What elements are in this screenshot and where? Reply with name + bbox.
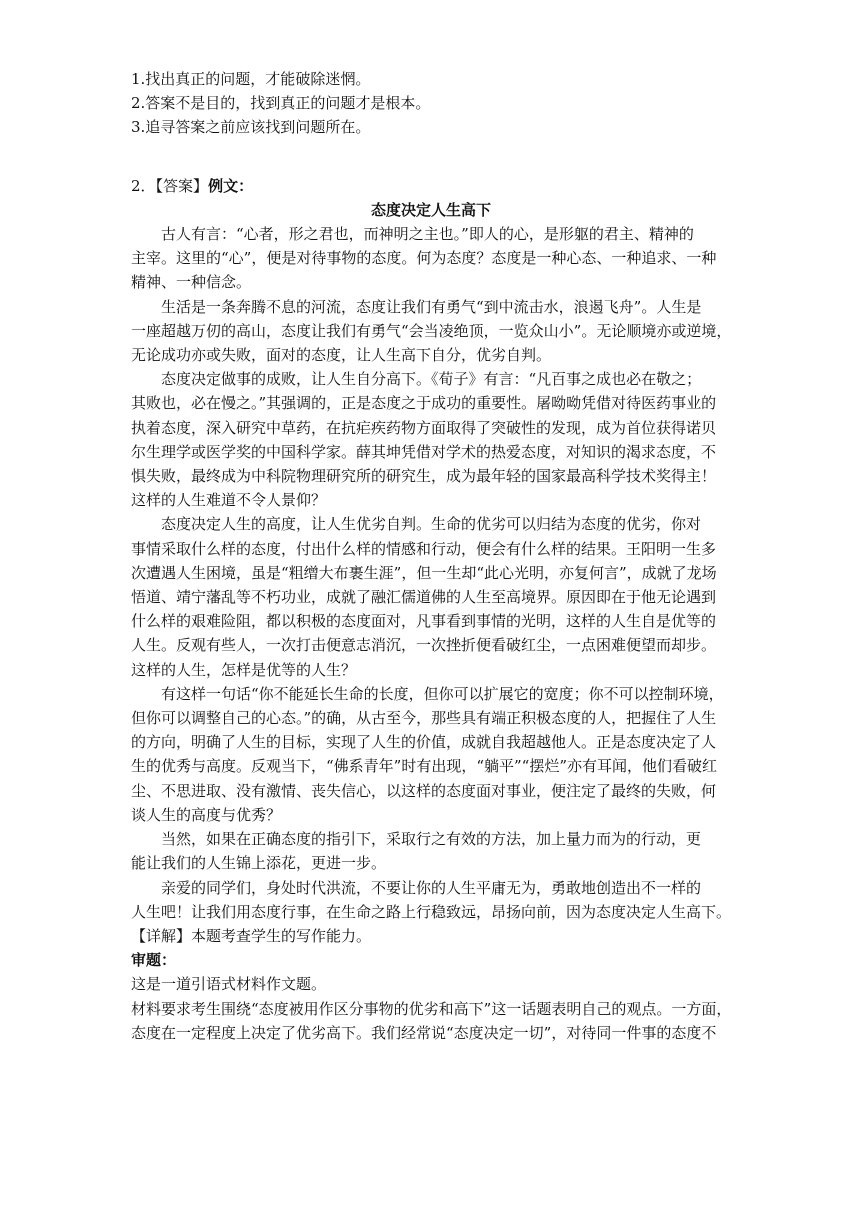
paragraph-line: 谈人生的高度与优秀？ <box>131 805 282 824</box>
essay-paragraph-3 <box>131 367 731 512</box>
paragraph-line: 一座超越万仞的高山，态度让我们有勇气“会当凌绝顶，一览众山小”。无论顺境亦或逆境， <box>131 321 732 340</box>
paragraph-line: 态度决定做事的成败，让人生自分高下。《荀子》有言：“凡百事之成也必在敬之； <box>161 370 702 389</box>
essay-paragraph-6 <box>131 827 731 875</box>
paragraph-line: 这样的人生，怎样是优等的人生？ <box>131 660 357 679</box>
detail-text: 本题考查学生的写作能力。 <box>191 926 372 945</box>
paragraph-line: 生活是一条奔腾不息的河流，态度让我们有勇气“到中流击水，浪遏飞舟”。人生是 <box>161 297 702 316</box>
paragraph-line: 尔生理学或医学奖的中国科学家。薛其坤凭借对学术的热爱态度，对知识的渴求态度，不 <box>131 442 717 461</box>
paragraph-line: 其败也，必在慢之。”其强调的，正是态度之于成功的重要性。屠呦呦凭借对待医药事业的 <box>131 394 717 413</box>
essay-paragraph-1 <box>131 222 731 295</box>
point-3: 3.追寻答案之前应该找到问题所在。 <box>131 118 371 137</box>
essay-paragraph-7 <box>131 876 731 924</box>
paragraph-line: 精神、一种信念。 <box>131 273 252 292</box>
review-section <box>131 972 731 1045</box>
paragraph-line: 悟道、靖宁藩乱等不朽功业，成就了融汇儒道佛的人生至高境界。原因即在于他无论遇到 <box>131 588 717 607</box>
essay-paragraph-5 <box>131 682 731 827</box>
paragraph-line: 有这样一句话“你不能延长生命的长度，但你可以扩展它的宽度；你不可以控制环境， <box>161 684 724 703</box>
paragraph-line: 的方向，明确了人生的目标，实现了人生的价值，成就自我超越他人。正是态度决定了人 <box>131 733 717 752</box>
answer-number: 2． <box>131 176 156 195</box>
answer-bracket: 【答案】 <box>155 176 209 195</box>
paragraph-line: 但你可以调整自己的心态。”的确，从古至今，那些具有端正积极态度的人，把握住了人生 <box>131 709 717 728</box>
paragraph-line: 当然，如果在正确态度的指引下，采取行之有效的方法，加上量力而为的行动，更 <box>161 830 702 849</box>
document-content <box>131 67 731 1045</box>
review-label: 审题： <box>131 951 177 970</box>
paragraph-line: 次遭遇人生困境，虽是“粗缯大布裹生涯”，但一生却“此心光明，亦复何言”，成就了龙场 <box>131 563 717 582</box>
detail-section <box>131 924 731 948</box>
paragraph-line: 无论成功亦或失败，面对的态度，让人生高下自分，优劣自判。 <box>131 346 552 365</box>
paragraph-line: 事情采取什么样的态度，付出什么样的情感和行动，便会有什么样的结果。王阳明一生多 <box>131 539 717 558</box>
review-line: 态度在一定程度上决定了优劣高下。我们经常说“态度决定一切”，对待同一件事的态度不 <box>131 1023 717 1042</box>
essay-paragraph-4 <box>131 512 731 681</box>
essay-title: 态度决定人生高下 <box>370 200 491 219</box>
paragraph-line: 这样的人生难道不令人景仰？ <box>131 491 327 510</box>
paragraph-line: 什么样的艰难险阻，都以积极的态度面对，凡事看到事情的光明，这样的人生自是优等的 <box>131 612 717 631</box>
paragraph-line: 执着态度，深入研究中草药，在抗疟疾药物方面取得了突破性的发现，成为首位获得诺贝 <box>131 418 717 437</box>
point-1: 1.找出真正的问题，才能破除迷惘。 <box>131 70 371 88</box>
point-2: 2.答案不是目的，找到真正的问题才是根本。 <box>131 94 431 113</box>
detail-bracket: 【详解】 <box>131 926 192 945</box>
essay-paragraph-2 <box>131 295 731 368</box>
answer-label: 例文： <box>208 176 254 195</box>
paragraph-line: 人生。反观有些人，一次打击便意志消沉，一次挫折便看破红尘，一点困难便望而却步。 <box>131 636 717 655</box>
paragraph-line: 古人有言：“心者，形之君也，而神明之主也。”即人的心，是形躯的君主、精神的 <box>161 225 694 244</box>
paragraph-line: 尘、不思进取、没有激情、丧失信心，以这样的态度面对事业，便注定了最终的失败，何 <box>131 781 717 800</box>
paragraph-line: 能让我们的人生锦上添花，更进一步。 <box>131 854 387 873</box>
paragraph-line: 惧失败，最终成为中科院物理研究所的研究生，成为最年轻的国家最高科学技术奖得主！ <box>131 467 717 486</box>
paragraph-line: 主宰。这里的“心”，便是对待事物的态度。何为态度？态度是一种心态、一种追求、一种 <box>131 249 717 268</box>
review-line: 材料要求考生围绕“态度被用作区分事物的优劣和高下”这一话题表明自己的观点。一方面， <box>131 999 732 1018</box>
points-list <box>131 67 731 140</box>
paragraph-line: 人生吧！让我们用态度行事，在生命之路上行稳致远，昂扬向前，因为态度决定人生高下。 <box>131 902 732 921</box>
paragraph-line: 生的优秀与高度。反观当下，“佛系青年”时有出现，“躺平”“摆烂”亦有耳闻，他们看破红 <box>131 757 718 776</box>
paragraph-line: 态度决定人生的高度，让人生优劣自判。生命的优劣可以归结为态度的优劣，你对 <box>161 515 702 534</box>
paragraph-line: 亲爱的同学们，身处时代洪流，不要让你的人生平庸无为，勇敢地创造出不一样的 <box>161 878 702 897</box>
review-line: 这是一道引语式材料作文题。 <box>131 975 327 994</box>
answer-header <box>131 174 731 198</box>
